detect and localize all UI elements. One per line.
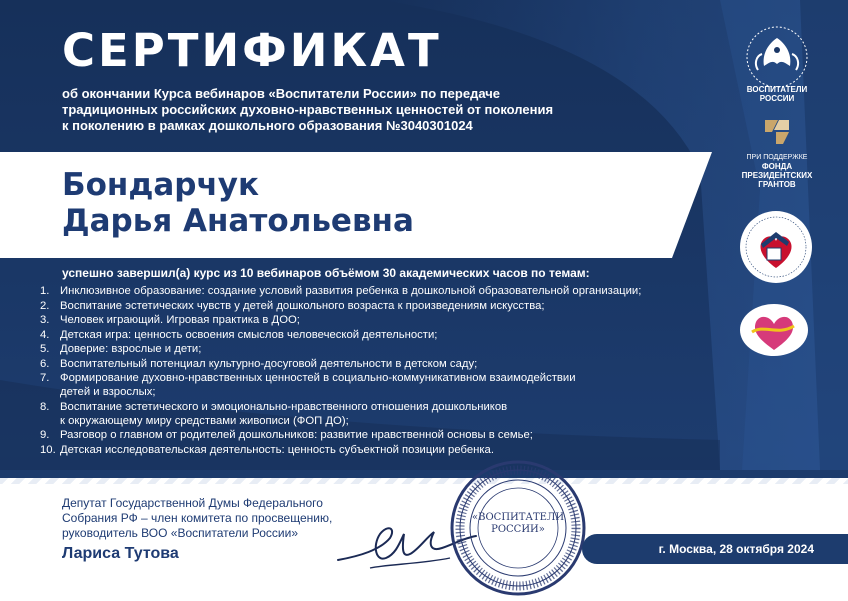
topic-text: Инклюзивное образование: создание условий развития ребенка в дошкольной образовательной организации; (60, 285, 642, 297)
topic-number: 7. (40, 372, 50, 384)
stamp-text: «ВОСПИТАТЕЛИ РОССИИ» (472, 512, 565, 535)
topic-number: 3. (40, 314, 50, 326)
topic-list (40, 284, 740, 457)
topic-item (40, 284, 740, 298)
subtitle-line: об окончании Курса вебинаров «Воспитатели России» по передаче (62, 86, 501, 101)
course-subtitle (62, 86, 622, 134)
course-intro: успешно завершил(а) курс из 10 вебинаров объёмом 30 академических часов по темам: (62, 266, 590, 280)
stamp-center-text (472, 512, 564, 536)
signer-name: Лариса Тутова (62, 545, 179, 562)
recipient-given-names: Дарья Анатольевна (62, 203, 414, 239)
topic-item (40, 299, 740, 313)
place-date-badge: г. Москва, 28 октября 2024 (582, 534, 848, 564)
topic-number: 5. (40, 343, 50, 355)
topic-number: 9. (40, 429, 50, 441)
recipient-surname: Бондарчук (62, 167, 260, 203)
topic-number: 6. (40, 357, 50, 370)
subtitle-line: традиционных российских духовно-нравственных ценностей от поколения (62, 102, 554, 117)
topic-number: 1. (40, 285, 50, 297)
signer-position: Депутат Государственной Думы Федерального Собрания РФ – член комитета по просвещению, руководитель ВОО «Воспитатели России» (62, 496, 333, 540)
topic-item (40, 428, 740, 442)
topic-text: Воспитание эстетических чувств у детей дошкольного возраста к произведениям искусства; (60, 299, 545, 312)
topic-text: Воспитательный потенциал культурно-досуговой деятельности в детском саду; (60, 357, 478, 370)
topic-text: Воспитание эстетического и эмоционально-нравственного отношения дошкольников к окружающему миру средствами живописи (ФОП ДО); (60, 400, 508, 427)
recipient-name (62, 167, 414, 239)
footer-stripe (0, 478, 848, 484)
grant-support-small: ПРИ ПОДДЕРЖКЕ (746, 154, 808, 161)
topic-item (40, 371, 740, 399)
topic-item (40, 443, 740, 457)
topic-number: 8. (40, 400, 50, 413)
topic-text: Разговор о главном от родителей дошкольников: развитие нравственной основы в семье; (60, 429, 533, 441)
round-organization-seal-icon (739, 210, 813, 284)
topic-text: Детская игра: ценность освоения смыслов человеческой деятельности; (60, 328, 438, 341)
topic-text: Доверие: взрослые и дети; (60, 343, 202, 355)
topic-text: Детская исследовательская деятельность: ценность субъектной позиции ребенка. (60, 443, 494, 456)
topic-item (40, 313, 740, 327)
love-heart-logo-icon (738, 302, 810, 358)
topic-item (40, 328, 740, 342)
topic-item (40, 342, 740, 356)
vospitateli-rossii-logo-text: ВОСПИТАТЕЛИ РОССИИ (746, 85, 808, 103)
topic-number: 2. (40, 299, 50, 312)
topic-text: Формирование духовно-нравственных ценностей в социально-коммуникативном взаимодействии детей и взрослых; (60, 372, 576, 398)
subtitle-line: к поколению в рамках дошкольного образования №3040301024 (62, 118, 473, 133)
topic-item (40, 400, 740, 428)
topic-number: 10. (40, 443, 56, 456)
topic-text: Человек играющий. Игровая практика в ДОО; (60, 314, 300, 326)
certificate-title: СЕРТИФИКАТ (62, 24, 442, 77)
grant-support-text (736, 153, 818, 189)
presidential-grants-fund-icon (762, 118, 792, 146)
topic-item (40, 357, 740, 371)
topic-number: 4. (40, 328, 50, 341)
grant-fund-name: ФОНДА ПРЕЗИДЕНТСКИХ ГРАНТОВ (741, 162, 813, 189)
